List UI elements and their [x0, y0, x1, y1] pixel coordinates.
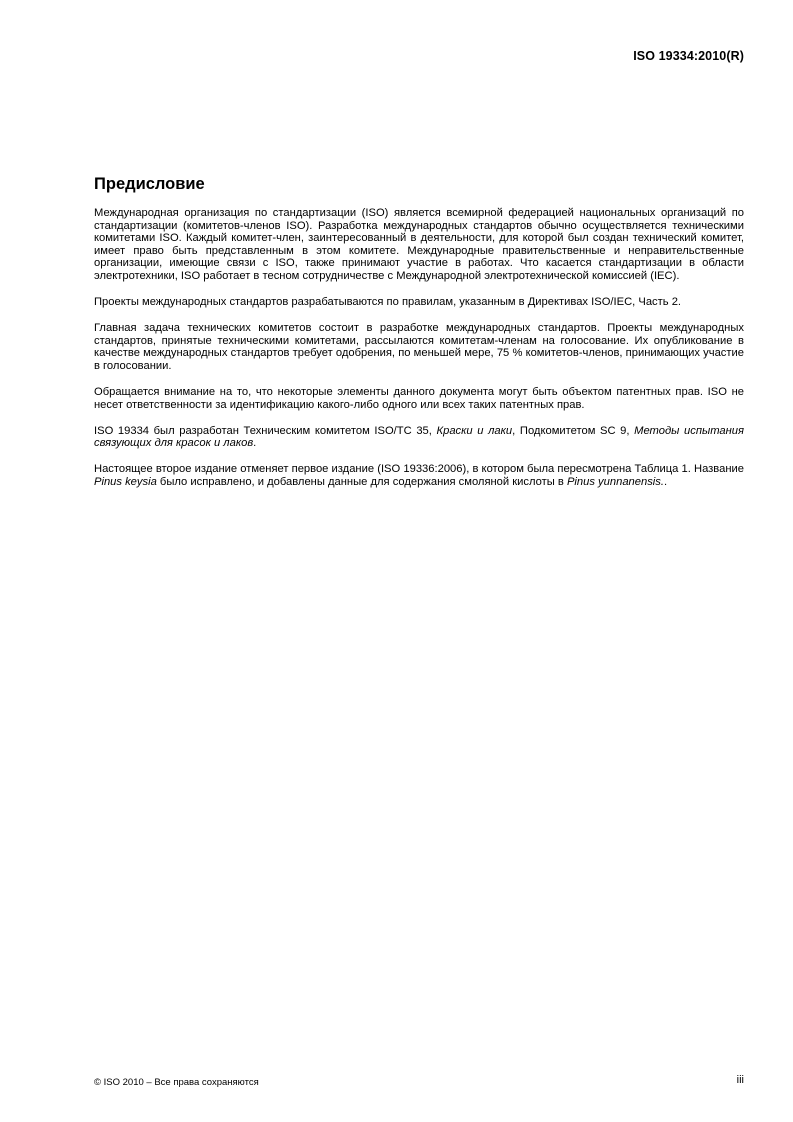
paragraph-patent-rights: Обращается внимание на то, что некоторые элементы данного документа могут быть объектом патентных прав. ISO не несет ответственности за идентификацию какого-либо одного или всех таких патентных прав. [94, 386, 744, 411]
committee-name: Краски и лаки [436, 424, 513, 437]
document-id: ISO 19334:2010(R) [633, 49, 744, 63]
paragraph-edition-note [94, 463, 744, 488]
edition-text-2: было исправлено, и добавлены данные для содержания смоляной кислоты в [156, 476, 567, 488]
developed-by-text-3: . [253, 437, 257, 450]
developed-by-text-1: ISO 19334 был разработан Техническим комитетом ISO/TC 35, [94, 424, 437, 437]
edition-text-3: . [664, 476, 668, 488]
paragraph-directives: Проекты международных стандартов разрабатываются по правилам, указанным в Директивах ISO/IEC, Часть 2. [94, 296, 682, 309]
foreword-body [94, 207, 744, 489]
paragraph-iso-organization: Международная организация по стандартизации (ISO) является всемирной федерацией национальных организаций по стандартизации (комитетов-членов ISO). Разработка международных стандартов обычно осуществляется техническими комитетами ISO. Каждый комитет-член, заинтересованный в деятельности, для которой был создан технический комитет, имеет право быть представленным в этом комитете. Международные правительственные и неправительственные организации, имеющие связи с ISO, также принимают участие в работах. Что касается стандартизации в области электротехники, ISO работает в тесном сотрудничестве с Международной электротехнической комиссией (IEC). [94, 207, 744, 282]
edition-text-1: Настоящее второе издание отменяет первое издание (ISO 19336:2006), в котором была пересмотрена Таблица 1. Название [94, 463, 744, 476]
page-title: Предисловие [94, 175, 205, 193]
subcommittee-name: Методы испытания связующих для красок и лаков [94, 424, 744, 450]
footer-copyright: © ISO 2010 – Все права сохраняются [94, 1077, 259, 1088]
species-name-keysia: Pinus keysia [94, 476, 157, 488]
page-number: iii [736, 1074, 744, 1086]
developed-by-text-2: , Подкомитетом SC 9, [512, 424, 635, 437]
paragraph-committee-task: Главная задача технических комитетов состоит в разработке международных стандартов. Проекты международных стандартов, принятые техническими комитетами, рассылаются комитетам-членам на голосование. Их опубликование в качестве международных стандартов требует одобрения, по меньшей мере, 75 % комитетов-членов, принимающих участие в голосовании. [94, 322, 744, 372]
species-name-yunnanensis: Pinus yunnanensis. [566, 476, 664, 488]
paragraph-developed-by [94, 425, 744, 450]
